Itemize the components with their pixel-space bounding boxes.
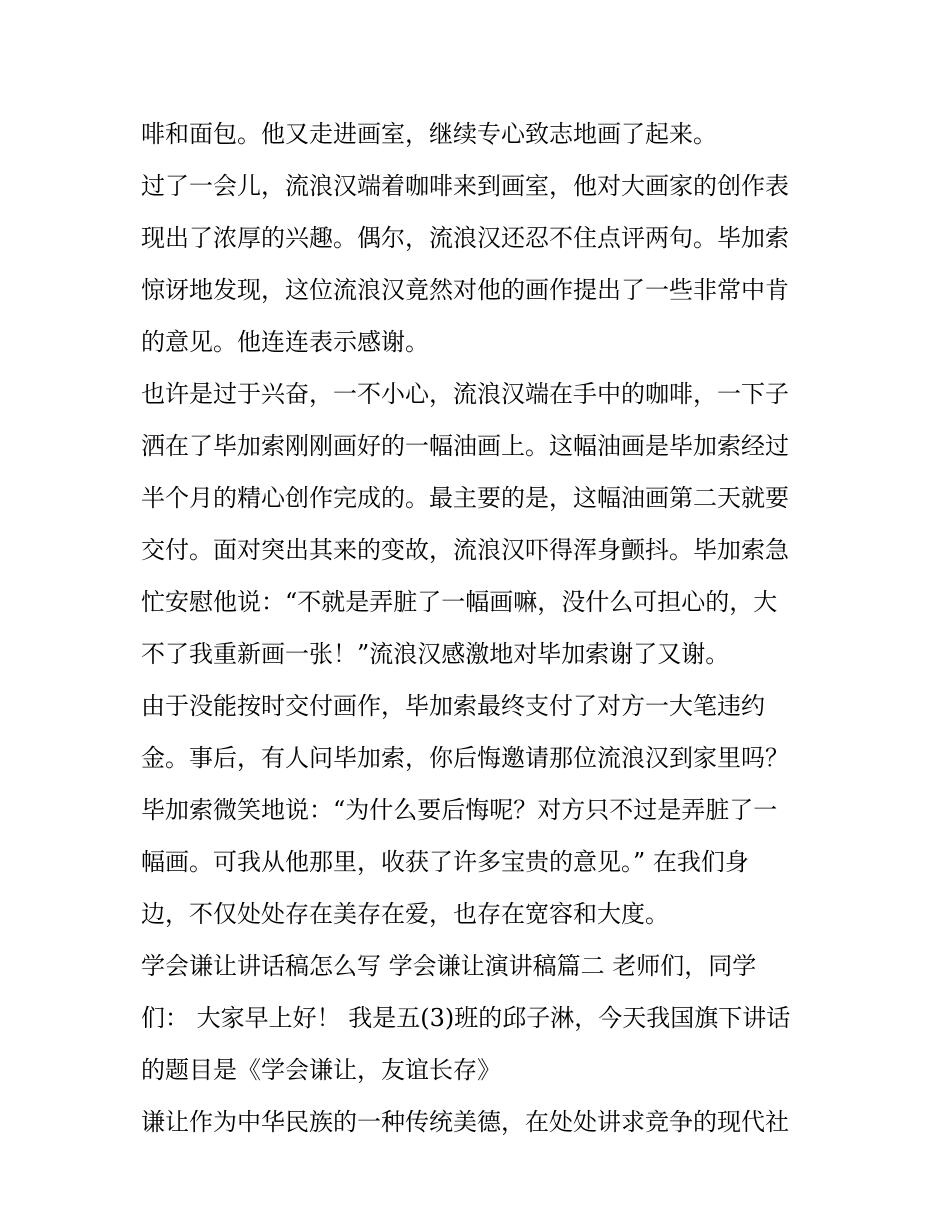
text-line: 由于没能按时交付画作，毕加索最终支付了对方一大笔违约 (141, 692, 765, 720)
text-line: 边，不仅处处存在美存在爱，也存在宽容和大度。 (141, 900, 669, 928)
text-line: 也许是过于兴奋，一不小心，流浪汉端在手中的咖啡，一下子 (141, 380, 789, 408)
text-line: 过了一会儿，流浪汉端着咖啡来到画室，他对大画家的创作表 (141, 172, 789, 200)
text-line: 交付。面对突出其来的变故，流浪汉吓得浑身颤抖。毕加索急 (141, 536, 789, 564)
text-line: 洒在了毕加索刚刚画好的一幅油画上。这幅油画是毕加索经过 (141, 432, 789, 460)
text-line: 忙安慰他说：“不就是弄脏了一幅画嘛，没什么可担心的，大 (141, 588, 778, 616)
text-line: 金。事后，有人问毕加索，你后悔邀请那位流浪汉到家里吗？ (141, 744, 789, 772)
text-line: 啡和面包。他又走进画室，继续专心致志地画了起来。 (141, 120, 717, 148)
text-line: 的意见。他连连表示感谢。 (141, 328, 429, 356)
text-line: 幅画。可我从他那里，收获了许多宝贵的意见。” 在我们身 (141, 848, 749, 876)
text-line: 惊讶地发现，这位流浪汉竟然对他的画作提出了一些非常中肯 (141, 276, 789, 304)
text-line: 学会谦让讲话稿怎么写 学会谦让演讲稿篇二 老师们，同学 (141, 952, 757, 980)
text-line: 们： 大家早上好！ 我是五(3)班的邱子淋，今天我国旗下讲话 (141, 1004, 791, 1032)
text-line: 半个月的精心创作完成的。最主要的是，这幅油画第二天就要 (141, 484, 789, 512)
text-line: 现出了浓厚的兴趣。偶尔，流浪汉还忍不住点评两句。毕加索 (141, 224, 789, 252)
text-line: 毕加索微笑地说：“为什么要后悔呢？对方只不过是弄脏了一 (141, 796, 778, 824)
text-line: 的题目是《学会谦让，友谊长存》 (141, 1056, 501, 1084)
body-text (141, 108, 821, 1148)
text-line: 不了我重新画一张！”流浪汉感激地对毕加索谢了又谢。 (141, 640, 730, 668)
text-line: 谦让作为中华民族的一种传统美德，在处处讲求竞争的现代社 (141, 1108, 789, 1136)
